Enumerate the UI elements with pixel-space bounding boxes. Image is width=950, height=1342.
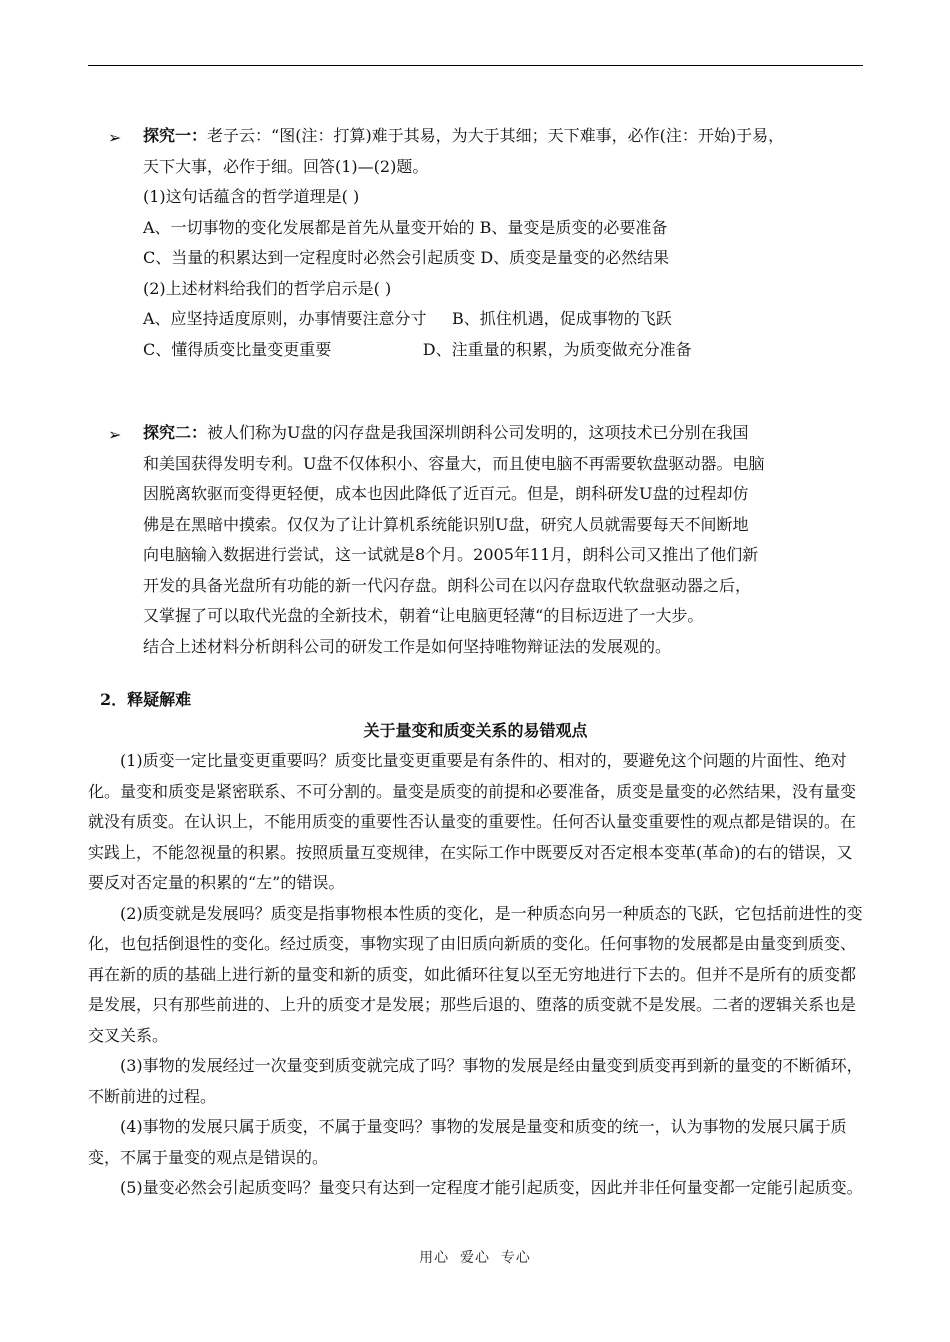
explore-one-heading: 探究一：	[143, 126, 208, 145]
question-2-options-cd: C、懂得质变比量变更重要 D、注重量的积累，为质变做充分准备	[143, 339, 692, 359]
explore-two-line-1: 探究二：被人们称为U盘的闪存盘是我国深圳朗科公司发明的，这项技术已分别在我国	[143, 423, 749, 442]
arrow-bullet-icon: ➢	[108, 128, 122, 147]
arrow-bullet-icon: ➢	[108, 425, 122, 444]
explore-one-block	[88, 121, 863, 365]
explore-one-line-2: 天下大事，必作于细。回答(1)—(2)题。	[143, 156, 429, 176]
explore-two-line-2: 和美国获得发明专利。U盘不仅体积小、容量大，而且使电脑不再需要软盘驱动器。电脑	[143, 453, 765, 473]
explore-two-heading: 探究二：	[143, 423, 208, 442]
question-1-stem: (1)这句话蕴含的哲学道理是( )	[143, 187, 360, 206]
explore-one-line-1: 探究一：老子云：“图(注：打算)难于其易，为大于其细；天下难事，必作(注：开始)于易，	[143, 126, 785, 145]
paragraph-3: (3)事物的发展经过一次量变到质变就完成了吗？事物的发展是经由量变到质变再到新的量变的不断循环，不断前进的过程。	[88, 1056, 863, 1106]
explore-two-line-4: 佛是在黑暗中摸索。仅仅为了让计算机系统能识别U盘，研究人员就需要每天不间断地	[143, 514, 749, 534]
section-body	[88, 746, 863, 1204]
question-1-options-ab: A、一切事物的变化发展都是首先从量变开始的 B、量变是质变的必要准备	[143, 217, 668, 237]
section-heading: 2．释疑解难	[100, 690, 192, 709]
explore-two-line-3: 因脱离软驱而变得更轻便，成本也因此降低了近百元。但是，朗科研发U盘的过程却仿	[143, 484, 749, 503]
paragraph-4: (4)事物的发展只属于质变，不属于量变吗？事物的发展是量变和质变的统一，认为事物的发展只属于质变，不属于量变的观点是错误的。	[88, 1117, 847, 1167]
section-title: 关于量变和质变关系的易错观点	[363, 721, 588, 740]
explore-two-block	[88, 418, 863, 662]
header-rule	[88, 65, 863, 66]
question-1-options-cd: C、当量的积累达到一定程度时必然会引起质变 D、质变是量变的必然结果	[143, 248, 670, 267]
paragraph-5: (5)量变必然会引起质变吗？量变只有达到一定程度才能引起质变，因此并非任何量变都一定能引起质变。	[120, 1178, 863, 1197]
explore-two-line-6: 开发的具备光盘所有功能的新一代闪存盘。朗科公司在以闪存盘取代软盘驱动器之后，	[143, 575, 752, 595]
paragraph-1: (1)质变一定比量变更重要吗？质变比量变更重要是有条件的、相对的，要避免这个问题的片面性、绝对化。量变和质变是紧密联系、不可分割的。量变是质变的前提和必要准备，质变是量变的必然结果，没有量变就没有质变。在认识上，不能用质变的重要性否认量变的重要性。任何否认量变重要性的观点都是错误的。在实践上，不能忽视量的积累。按照质量互变规律，在实际工作中既要反对否定根本变革(革命)的右的错误，又要反对否定量的积累的“左”的错误。	[88, 751, 857, 892]
page-footer: 用心 爱心 专心	[419, 1250, 531, 1266]
explore-two-line-7: 又掌握了可以取代光盘的全新技术，朝着“让电脑更轻薄“的目标迈进了一大步。	[143, 606, 704, 625]
explore-two-line-5: 向电脑输入数据进行尝试，这一试就是8个月。2005年11月，朗科公司又推出了他们新	[143, 545, 759, 564]
question-2-stem: (2)上述材料给我们的哲学启示是( )	[143, 278, 392, 298]
paragraph-2: (2)质变就是发展吗？质变是指事物根本性质的变化，是一种质态向另一种质态的飞跃，它包括前进性的变化，也包括倒退性的变化。经过质变，事物实现了由旧质向新质的变化。任何事物的发展都是由量变到质变、再在新的质的基础上进行新的量变和新的质变，如此循环往复以至无穷地进行下去的。但并不是所有的质变都是发展，只有那些前进的、上升的质变才是发展；那些后退的、堕落的质变就不是发展。二者的逻辑关系也是交叉关系。	[88, 903, 863, 1045]
question-2-options-ab: A、应坚持适度原则，办事情要注意分寸 B、抓住机遇，促成事物的飞跃	[143, 309, 672, 328]
explore-two-question: 结合上述材料分析朗科公司的研发工作是如何坚持唯物辩证法的发展观的。	[143, 636, 672, 656]
